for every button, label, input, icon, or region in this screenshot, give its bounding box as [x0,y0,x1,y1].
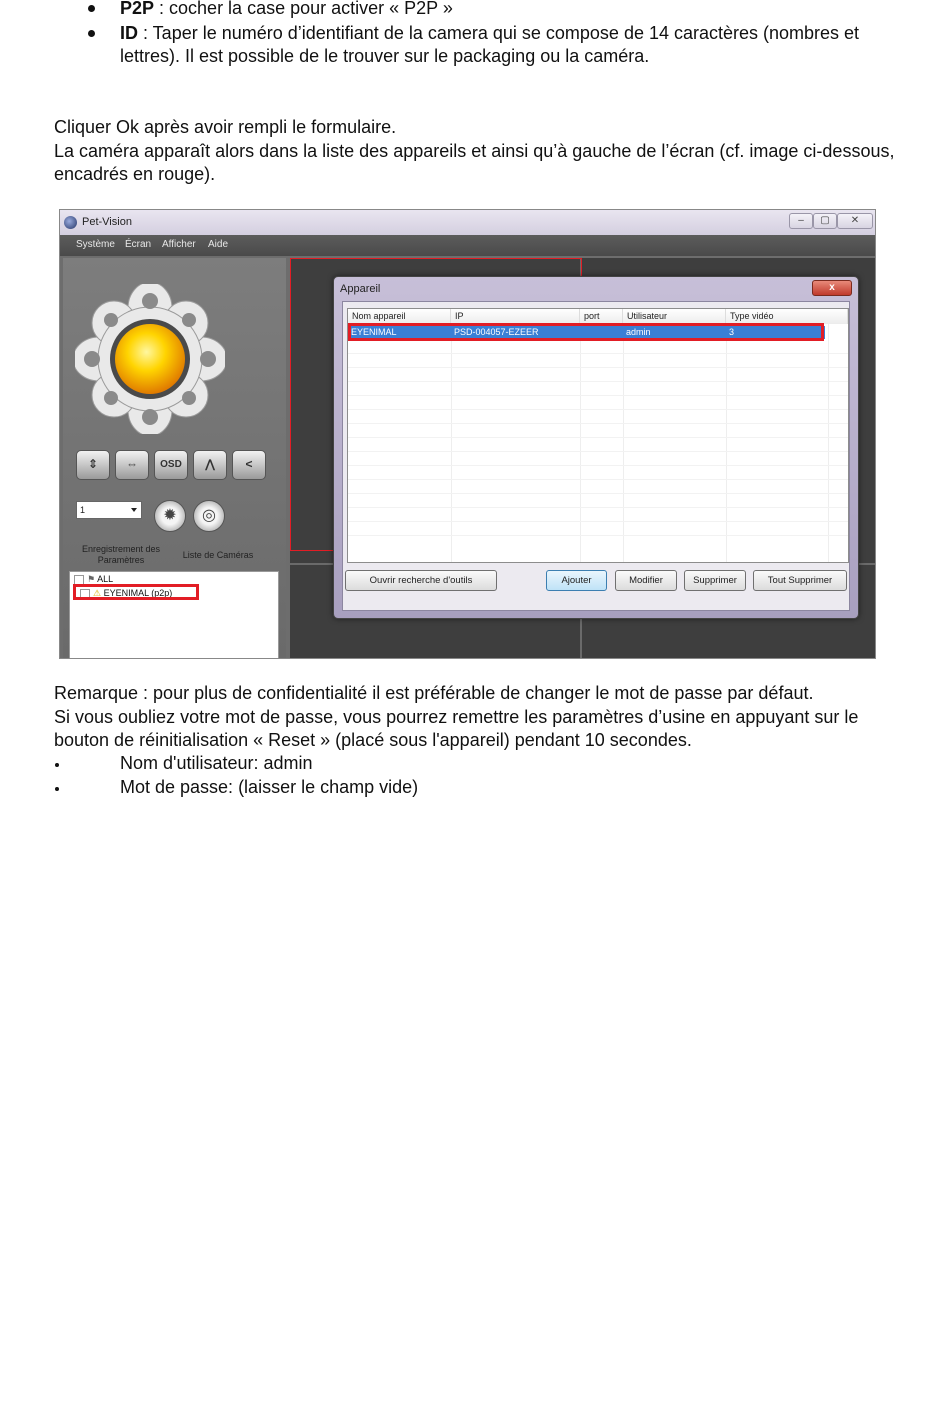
bullet-text: : cocher la case pour activer « P2P » [154,0,453,18]
ptz-joystick[interactable] [75,284,225,434]
menu-ecran[interactable]: Écran [125,239,152,250]
column-header[interactable]: port [580,309,623,324]
camera-list-label[interactable]: Liste de Caméras [182,550,254,560]
record-button[interactable] [193,500,225,532]
paragraph-line: Remarque : pour plus de confidentialité il est préférable de changer le mot de passe par défaut. [54,683,814,703]
gear-icon: ✹ [163,507,177,524]
osd-button[interactable]: OSD [154,450,188,480]
bullet-p2p [120,0,453,21]
device-dialog [333,276,859,619]
paragraph-line: bouton de réinitialisation « Reset » (placé sous l'appareil) pendant 10 secondes. [54,730,692,750]
menu-afficher[interactable]: Afficher [162,239,196,250]
bullet-icon [88,30,95,37]
bullet-icon [88,5,95,12]
app-logo-icon [64,216,77,229]
bullet-password: Mot de passe: (laisser le champ vide) [120,777,419,797]
modify-button[interactable]: Modifier [615,570,677,591]
minimize-button[interactable]: – [789,213,813,229]
camera-warning-icon: ⚠ [93,588,102,598]
column-header[interactable]: Nom appareil [348,309,451,324]
cell-type: 3 [729,327,735,337]
cell-user: admin [626,327,651,337]
bullet-id [120,22,859,46]
paragraph-line: La caméra apparaît alors dans la liste des appareils et ainsi qu’à gauche de l’écran (cf. image ci-dessous, [54,141,895,161]
ptz-up-button[interactable]: ⋀ [193,450,227,480]
column-header[interactable]: Utilisateur [623,309,726,324]
bullet-icon [55,763,59,767]
menu-systeme[interactable]: Système [76,239,115,250]
flag-icon: ⚑ [87,574,96,584]
bullet-id-continuation: lettres). Il est possible de le trouver sur le packaging ou la caméra. [120,46,650,66]
open-search-tool-button[interactable]: Ouvrir recherche d'outils [345,570,497,591]
maximize-button[interactable]: ▢ [813,213,837,229]
channel-select-value: 1 [80,505,86,515]
dialog-body [342,301,850,611]
cell-ip: PSD-004057-EZEER [454,327,539,337]
bullet-icon [55,787,59,791]
delete-button[interactable]: Supprimer [684,570,746,591]
window-title: Pet-Vision [82,216,132,228]
dialog-title: Appareil [340,283,381,295]
menu-bar [60,235,875,256]
add-button[interactable]: Ajouter [546,570,607,591]
tree-item-label: ALL [97,574,114,584]
bullet-username: Nom d'utilisateur: admin [120,753,313,773]
ptz-back-button[interactable]: < [232,450,266,480]
paragraph-line: Si vous oubliez votre mot de passe, vous pourrez remettre les paramètres d’usine en appuyant sur le [54,707,859,727]
paragraph-line: encadrés en rouge). [54,164,216,184]
device-list [347,308,849,563]
highlight-camera-tree [73,584,199,600]
cell-name: EYENIMAL [351,327,397,337]
close-button[interactable]: ✕ [837,213,873,229]
app-screenshot [59,209,876,659]
ptz-tilt-button[interactable]: ⇕ [76,450,110,480]
bullet-term: P2P [120,0,155,18]
menu-aide[interactable]: Aide [208,239,229,250]
window-titlebar [60,210,875,235]
channel-select[interactable] [76,501,142,519]
dialog-close-button[interactable]: x [812,280,852,296]
bullet-text: : Taper le numéro d’identifiant de la camera qui se compose de 14 caractères (nombres et [138,23,860,43]
delete-all-button[interactable]: Tout Supprimer [753,570,847,591]
highlight-device-row [348,323,824,341]
settings-gear-button[interactable] [154,500,186,532]
target-icon: ◎ [202,507,216,524]
tree-item-label: EYENIMAL (p2p) [103,588,173,598]
params-label[interactable]: Enregistrement des Paramètres [81,544,161,565]
chevron-down-icon [131,508,137,512]
bullet-term: ID [120,23,138,43]
ptz-pan-button[interactable]: ⇔ [115,450,149,480]
paragraph-line: Cliquer Ok après avoir rempli le formulaire. [54,117,397,137]
column-header[interactable]: Type vidéo [726,309,848,324]
column-header[interactable]: IP [451,309,580,324]
